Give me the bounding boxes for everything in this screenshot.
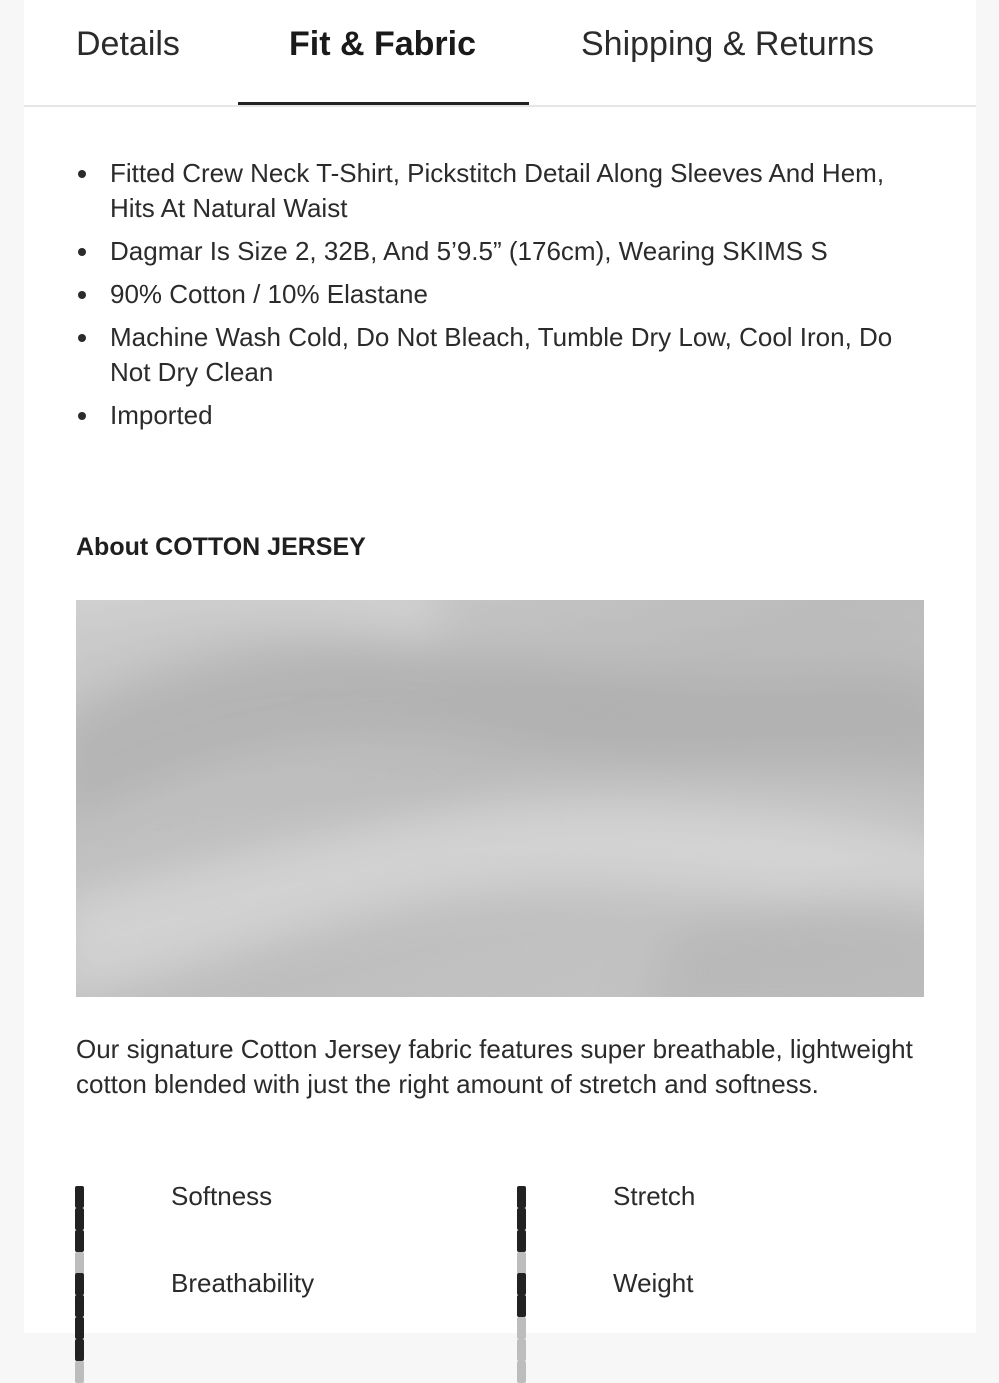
rating-bar-filled <box>75 1230 84 1252</box>
tab-details[interactable]: Details <box>76 25 180 63</box>
rating-bar-empty <box>75 1252 84 1274</box>
tab-shipping-returns[interactable]: Shipping & Returns <box>581 25 874 63</box>
rating-bar-filled <box>75 1339 84 1361</box>
rating-bar-filled <box>75 1273 84 1295</box>
rating-bar-empty <box>517 1252 526 1274</box>
rating-bar-filled <box>517 1186 526 1208</box>
list-item <box>76 320 936 390</box>
rating-bars-icon <box>517 1186 531 1208</box>
active-tab-indicator <box>238 102 529 105</box>
rating-bar-filled <box>75 1208 84 1230</box>
list-item-text: Dagmar Is Size 2, 32B, And 5’9.5” (176cm), Wearing SKIMS S <box>110 236 828 266</box>
list-item <box>76 234 936 269</box>
rating-label: Breathability <box>171 1268 315 1298</box>
rating-bar-filled <box>75 1186 84 1208</box>
list-item <box>76 398 936 433</box>
about-fabric-title: About COTTON JERSEY <box>76 533 366 561</box>
rating-bar-filled <box>517 1273 526 1295</box>
list-item-text: Machine Wash Cold, Do Not Bleach, Tumble Dry Low, Cool Iron, Do Not Dry Clean <box>110 322 893 387</box>
rating-label: Stretch <box>613 1181 696 1211</box>
rating-bars-icon <box>75 1273 89 1295</box>
rating-label: Softness <box>171 1181 273 1211</box>
rating-bar-filled <box>75 1317 84 1339</box>
rating-bar-filled <box>517 1208 526 1230</box>
bullet-icon <box>78 170 86 178</box>
bullet-icon <box>78 291 86 299</box>
bullet-icon <box>78 412 86 420</box>
rating-label: Weight <box>613 1268 694 1298</box>
rating-bar-empty <box>517 1361 526 1383</box>
rating-bars-icon <box>517 1273 531 1295</box>
tab-bar <box>24 0 976 107</box>
list-item-text: Fitted Crew Neck T-Shirt, Pickstitch Detail Along Sleeves And Hem, Hits At Natural Waist <box>110 158 885 223</box>
bullet-icon <box>78 248 86 256</box>
list-item-text: 90% Cotton / 10% Elastane <box>110 279 428 309</box>
product-info-panel <box>24 0 976 1333</box>
rating-bar-filled <box>517 1295 526 1317</box>
list-item <box>76 277 936 312</box>
fit-fabric-list <box>76 156 936 441</box>
rating-bar-empty <box>517 1339 526 1361</box>
rating-bar-filled <box>75 1295 84 1317</box>
fabric-image <box>76 600 924 997</box>
rating-bar-filled <box>517 1230 526 1252</box>
rating-bars-icon <box>75 1186 89 1208</box>
list-item <box>76 156 936 226</box>
rating-bar-empty <box>517 1317 526 1339</box>
bullet-icon <box>78 334 86 342</box>
list-item-text: Imported <box>110 400 213 430</box>
rating-bar-empty <box>75 1361 84 1383</box>
tab-fit-fabric[interactable]: Fit & Fabric <box>289 25 477 63</box>
about-fabric-description: Our signature Cotton Jersey fabric features super breathable, lightweight cotton blended with just the right amount of stretch and softness. <box>76 1034 913 1099</box>
